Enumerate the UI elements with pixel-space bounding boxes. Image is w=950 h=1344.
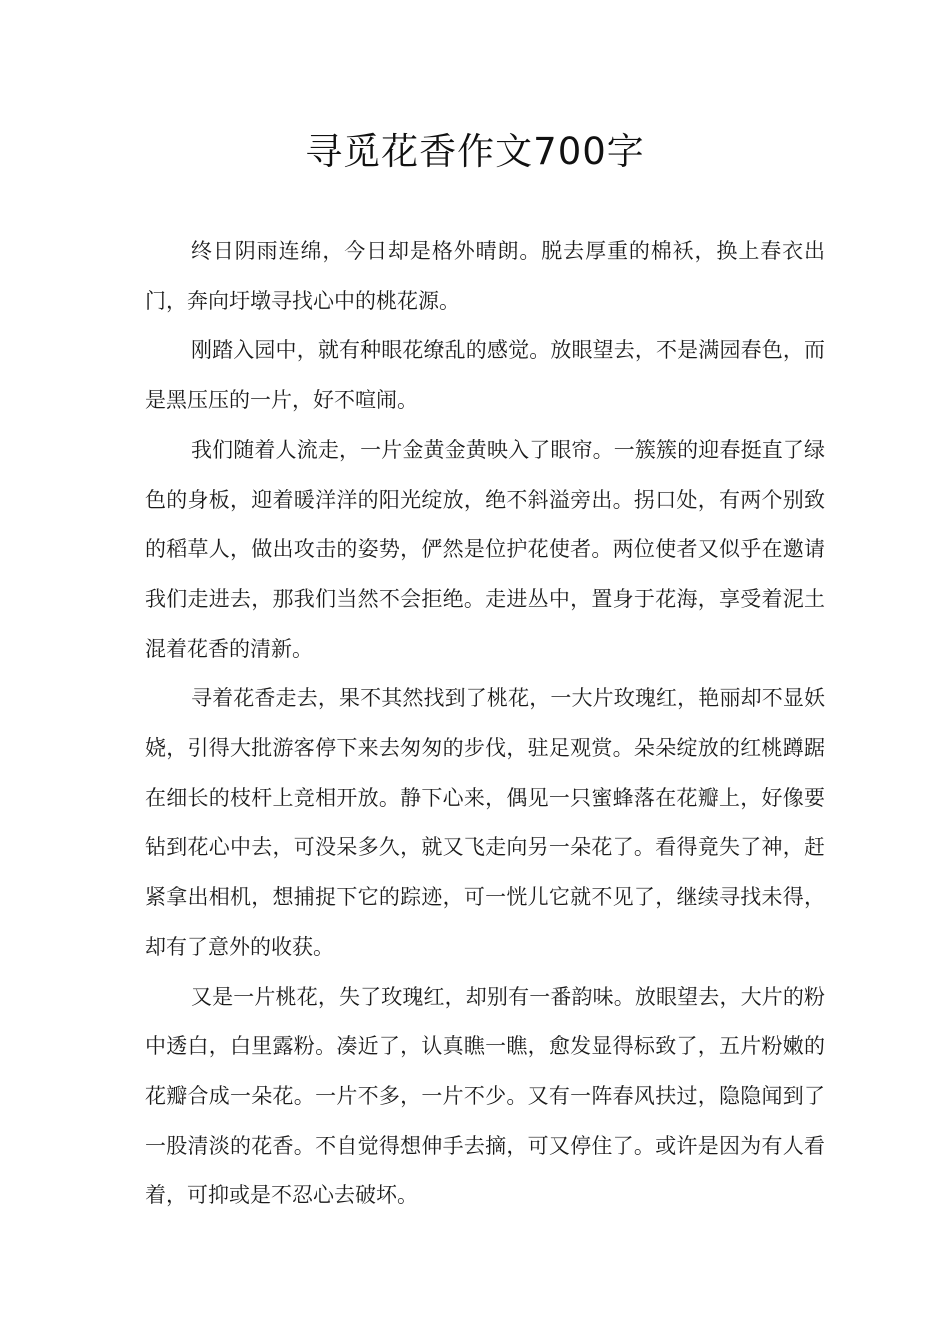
paragraph-2: 刚踏入园中，就有种眼花缭乱的感觉。放眼望去，不是满园春色，而是黑压压的一片，好不喧闹。: [145, 338, 825, 413]
document-title: 寻觅花香作文700字: [305, 130, 645, 173]
paragraph-4: 寻着花香走去，果不其然找到了桃花，一大片玫瑰红，艳丽却不显妖娆，引得大批游客停下来去匆匆的步伐，驻足观赏。朵朵绽放的红桃蹲踞在细长的枝杆上竞相开放。静下心来，偶见一只蜜蜂落在花瓣上，好像要钻到花心中去，可没呆多久，就又飞走向另一朵花了。看得竟失了神，赶紧拿出相机，想捕捉下它的踪迹，可一恍儿它就不见了，继续寻找未得，却有了意外的收获。: [145, 686, 825, 959]
document-body: [145, 227, 825, 1221]
paragraph-5: 又是一片桃花，失了玫瑰红，却别有一番韵味。放眼望去，大片的粉中透白，白里露粉。凑近了，认真瞧一瞧，愈发显得标致了，五片粉嫩的花瓣合成一朵花。一片不多，一片不少。又有一阵春风扶过，隐隐闻到了一股清淡的花香。不自觉得想伸手去摘，可又停住了。或许是因为有人看着，可抑或是不忍心去破坏。: [145, 984, 825, 1208]
paragraph-1: 终日阴雨连绵，今日却是格外晴朗。脱去厚重的棉袄，换上春衣出门，奔向圩墩寻找心中的桃花源。: [145, 239, 825, 313]
paragraph-3: 我们随着人流走，一片金黄金黄映入了眼帘。一簇簇的迎春挺直了绿色的身板，迎着暖洋洋的阳光绽放，绝不斜溢旁出。拐口处，有两个别致的稻草人，做出攻击的姿势，俨然是位护花使者。两位使者又似乎在邀请我们走进去，那我们当然不会拒绝。走进丛中，置身于花海，享受着泥土混着花香的清新。: [145, 437, 825, 661]
